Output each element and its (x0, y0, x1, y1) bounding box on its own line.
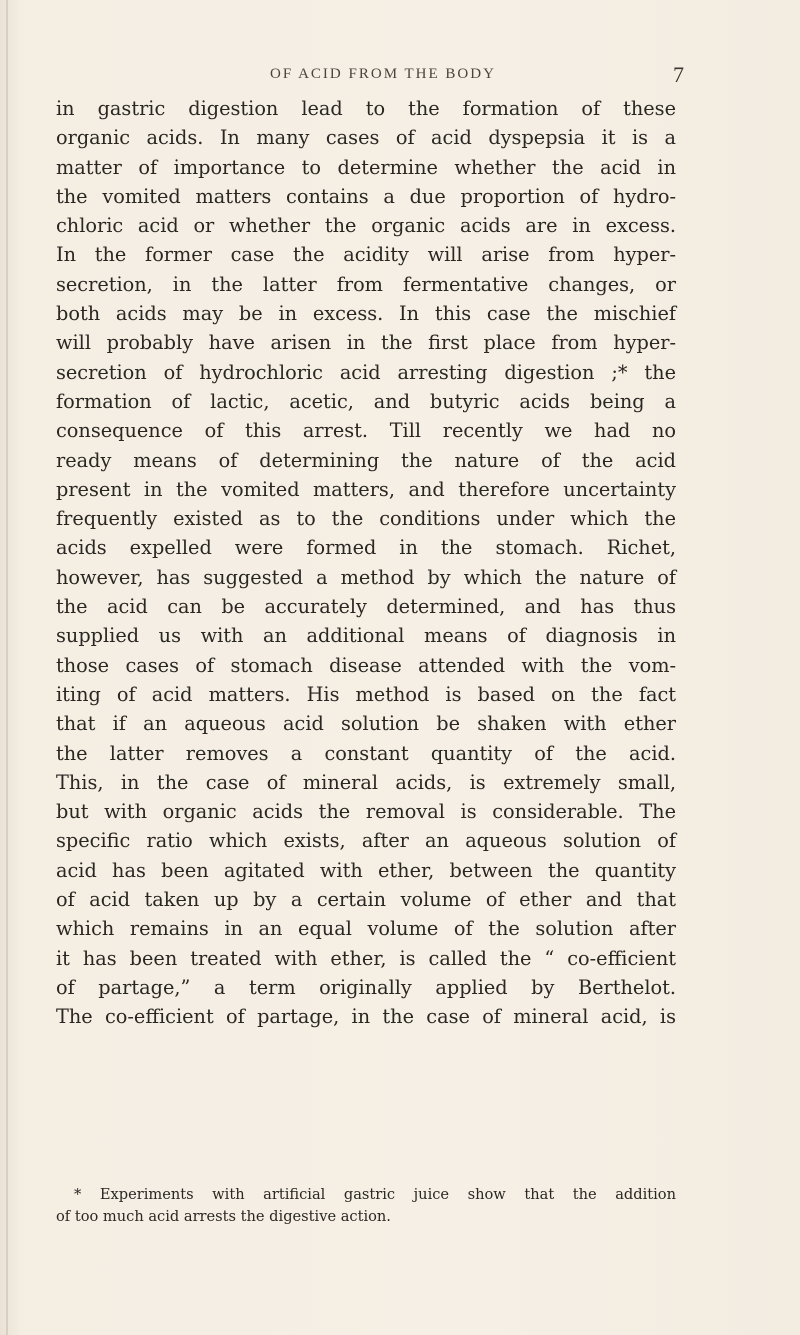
footnote-line: of too much acid arrests the digestive action. (56, 1208, 391, 1225)
text-line: that if an aqueous acid solution be shaken with ether (56, 712, 676, 736)
text-line: specific ratio which exists, after an aqueous solution of (56, 829, 676, 853)
text-line: the acid can be accurately determined, and has thus (56, 595, 676, 619)
footnote (56, 1184, 676, 1228)
text-line: acid has been agitated with ether, between the quantity (56, 858, 676, 882)
text-line: acids expelled were formed in the stomach. Richet, (56, 536, 676, 560)
footnote-line: * Experiments with artificial gastric juice show that the addition (74, 1186, 676, 1203)
text-line: formation of lactic, acetic, and butyric acids being a (56, 389, 676, 413)
text-line: In the former case the acidity will arise from hyper- (56, 243, 676, 267)
page-number: 7 (673, 62, 684, 87)
text-line: of partage,” a term originally applied by Berthelot. (56, 975, 676, 999)
text-line: however, has suggested a method by which the nature of (56, 565, 676, 589)
text-line: present in the vomited matters, and therefore uncertainty (56, 477, 676, 501)
binding-edge (6, 0, 8, 1335)
text-line: it has been treated with ether, is called the “ co-efficient (56, 946, 676, 970)
text-line: which remains in an equal volume of the solution after (56, 917, 676, 941)
text-line: in gastric digestion lead to the formation of these (56, 97, 676, 120)
text-line: The co-efficient of partage, in the case of mineral acid, is (56, 1005, 676, 1029)
text-line: iting of acid matters. His method is based on the fact (56, 682, 676, 706)
text-line: will probably have arisen in the first place from hyper- (56, 331, 676, 355)
text-line: This, in the case of mineral acids, is extremely small, (56, 770, 676, 794)
text-line: frequently existed as to the conditions under which the (56, 507, 676, 531)
text-line: organic acids. In many cases of acid dyspepsia it is a (56, 126, 676, 150)
text-line: matter of importance to determine whether the acid in (56, 155, 676, 179)
text-line: but with organic acids the removal is considerable. The (56, 800, 676, 824)
text-line: secretion of hydrochloric acid arresting digestion ;* the (56, 360, 676, 384)
text-line: those cases of stomach disease attended with the vom- (56, 653, 676, 677)
text-line: ready means of determining the nature of the acid (56, 448, 676, 472)
text-line: consequence of this arrest. Till recently we had no (56, 419, 676, 443)
text-line: the latter removes a constant quantity of the acid. (56, 741, 676, 765)
text-line: the vomited matters contains a due proportion of hydro- (56, 184, 676, 208)
text-line: supplied us with an additional means of diagnosis in (56, 624, 676, 648)
text-line: secretion, in the latter from fermentative changes, or (56, 272, 676, 296)
text-line: chloric acid or whether the organic acids are in excess. (56, 214, 676, 238)
body-text (56, 94, 676, 1032)
text-line: both acids may be in excess. In this case the mischief (56, 302, 676, 326)
text-line: of acid taken up by a certain volume of ether and that (56, 888, 676, 912)
running-title: OF ACID FROM THE BODY (270, 66, 496, 82)
